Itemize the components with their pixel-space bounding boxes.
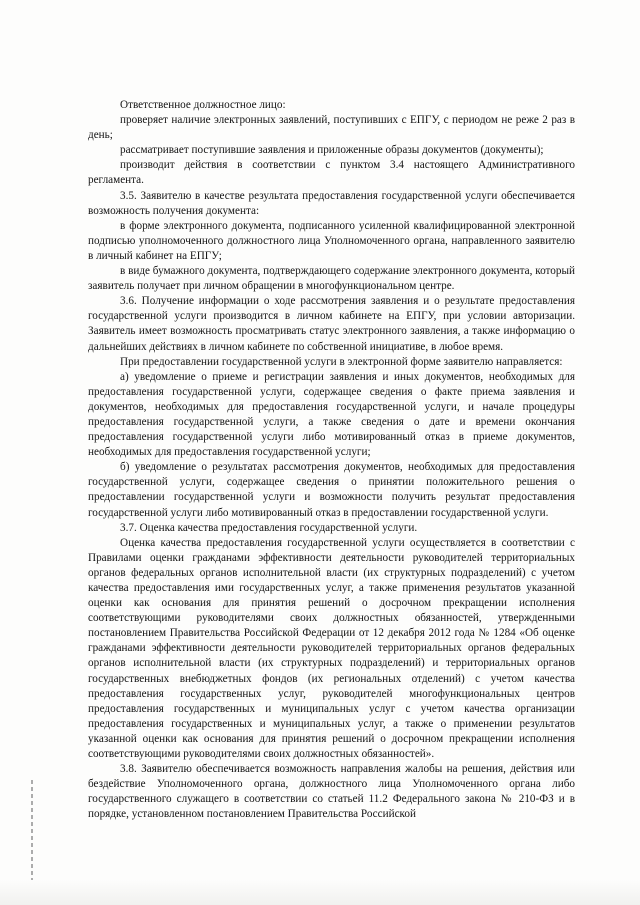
paragraph: проверяет наличие электронных заявлений, поступивших с ЕПГУ, с периодом не реже 2 раз в день; bbox=[88, 114, 575, 142]
paragraph: а) уведомление о приеме и регистрации заявления и иных документов, необходимых для предоставления государственной услуги, содержащее сведения о факте приема заявления и документов, необходимых для предоставления государственной услуги, и начале процедуры предоставления государственной услуги, а также сведения о дате и времени окончания предоставления государственной услуги либо мотивированный отказ в приеме документов, необходимых для предоставления государственной услуги; bbox=[88, 370, 575, 459]
paragraph: б) уведомление о результатах рассмотрения документов, необходимых для предоставления государственной услуги, содержащее сведения о принятии положительного решения о предоставлении государственной услуги и возможности получить результат предоставления государственной услуги либо мотивированный отказ в предоставлении государственной услуги. bbox=[88, 461, 575, 519]
paragraph: Оценка качества предоставления государственной услуги осуществляется в соответствии с Правилами оценки гражданами эффективности деятельности руководителей территориальных органов федеральных органов исполнительной власти (их структурных подразделений) с учетом качества предоставления ими государственных услуг, а также применения результатов указанной оценки как основания для принятия решений о досрочном прекращении исполнения соответствующими руководителями своих должностных обязанностей, утвержденными постановлением Правительства Российской Федерации от 12 декабря 2012 года № 1284 «Об оценке гражданами эффективности деятельности руководителей территориальных органов федеральных органов исполнительной власти (их структурных подразделений) и территориальных органов государственных внебюджетных фондов (их региональных отделений) с учетом качества предоставления государственных услуг, руководителей многофункциональных центров предоставления государственных и муниципальных услуг с учетом качества организации предоставления государственных и муниципальных услуг, а также о применении результатов указанной оценки как основания для принятия решений о досрочном прекращении исполнения соответствующими руководителями своих должностных обязанностей». bbox=[88, 536, 575, 761]
paragraph: производит действия в соответствии с пунктом 3.4 настоящего Административного регламента. bbox=[88, 159, 575, 187]
paragraph: в виде бумажного документа, подтверждающего содержание электронного документа, который заявитель получает при личном обращении в многофункциональном центре. bbox=[88, 265, 575, 293]
paragraph: рассматривает поступившие заявления и приложенные образы документов (документы); bbox=[120, 144, 544, 157]
paragraph: 3.5. Заявителю в качестве результата предоставления государственной услуги обеспечивается возможность получения документа: bbox=[88, 189, 575, 217]
body-text bbox=[88, 98, 575, 823]
scan-bottom-edge bbox=[0, 880, 640, 905]
paragraph: 3.8. Заявителю обеспечивается возможность направления жалобы на решения, действия или бездействие Уполномоченного органа, должностного лица Уполномоченного органа либо государственного служащего в соответствии со статьей 11.2 Федерального закона № 210-ФЗ и в порядке, установленном постановлением Правительства Российской bbox=[88, 763, 575, 821]
paragraph: Ответственное должностное лицо: bbox=[120, 99, 286, 111]
paragraph: 3.6. Получение информации о ходе рассмотрения заявления и о результате предоставления государственной услуги производится в личном кабинете на ЕПГУ, при условии авторизации. Заявитель имеет возможность просматривать статус электронного заявления, а также информацию о дальнейших действиях в личном кабинете по собственной инициативе, в любое время. bbox=[88, 295, 575, 353]
paragraph: При предоставлении государственной услуги в электронной форме заявителю направляется: bbox=[120, 355, 563, 368]
paragraph: в форме электронного документа, подписанного усиленной квалифицированной электронной подписью уполномоченного должностного лица Уполномоченного органа, направленного заявителю в личный кабинет на ЕПГУ; bbox=[88, 219, 575, 262]
paragraph: 3.7. Оценка качества предоставления государственной услуги. bbox=[120, 521, 418, 534]
scan-artifact-line bbox=[31, 780, 33, 880]
